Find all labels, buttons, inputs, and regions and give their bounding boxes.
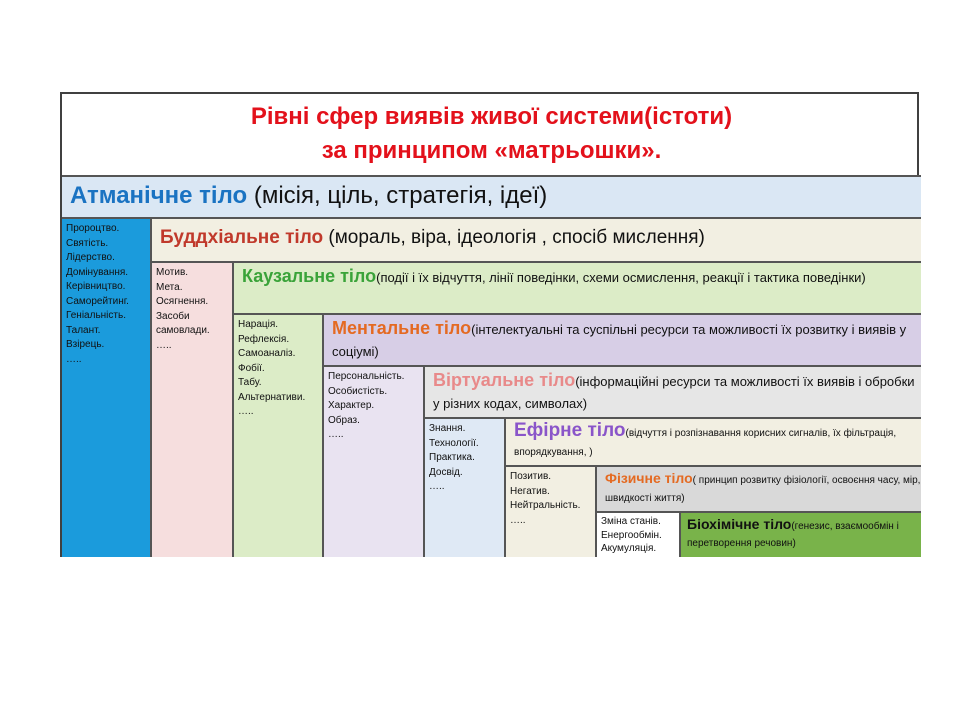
title-line-1: Рівні сфер виявів живої системи(істоти) [250,103,733,130]
level-etheric-header [505,418,921,466]
list-item: Енергообмін. [601,529,662,541]
level-causal-desc: (події і їх відчуття, лінії поведінки, схеми осмислення, реакції і тактика поведінки) [376,270,866,285]
list-item: Засоби [156,310,190,322]
list-item: Мета. [156,281,183,293]
level-causal-header [233,262,921,314]
list-item: ….. [238,406,254,417]
level-physical-name: Фізичне тіло [605,470,693,486]
level-buddhial-header [151,218,921,262]
list-item: Технології. [429,437,479,449]
list-item: Керівництво. [66,281,126,292]
list-item: самовлади. [156,325,210,336]
level-atmanic-list [62,218,151,557]
level-mental-header [323,314,921,366]
list-item: Саморейтинг. [66,295,129,307]
level-physical-list [596,512,680,557]
level-biochemical-header [680,512,921,557]
list-item: Персональність. [328,371,405,382]
level-virtual-desc: (інформаційні ресурси та можливості їх виявів і обробки у різних кодах, символах) [433,374,915,411]
list-item: Рефлексія. [238,333,290,345]
level-buddhial-desc: (мораль, віра, ідеологія , спосіб мислення) [323,227,705,248]
level-etheric-desc: (відчуття і розпізнавання корисних сигналів, їх фільтрація, впорядкування, ) [514,428,897,458]
list-item: Зміна станів. [601,516,661,527]
list-causal [234,315,322,423]
list-item: Табу. [238,377,262,388]
list-etheric [506,467,595,531]
list-item: Характер. [328,400,375,411]
level-etheric-name: Ефірне тіло [514,420,626,441]
list-item: Осягнення. [156,296,209,307]
list-item: Акумуляція. [601,543,657,554]
list-item: ….. [328,429,344,440]
list-item: ….. [429,481,445,492]
list-item: ….. [510,514,526,526]
list-item: ….. [156,339,172,351]
list-item: Особистість. [328,385,388,397]
level-physical-header [596,466,921,512]
list-item: Взірець. [66,339,105,350]
level-etheric-list [505,466,596,557]
list-item: Лідерство. [66,252,115,263]
level-causal-name: Каузальне тіло [242,266,377,286]
list-item: Образ. [328,414,360,426]
level-mental-name: Ментальне тіло [332,318,472,338]
list-item: Нейтральність. [510,500,581,511]
level-virtual-name: Віртуальне тіло [433,370,576,390]
list-item: Талант. [66,324,101,336]
levels-diagram [60,92,919,557]
list-item: Пророцтво. [66,223,120,234]
list-item: Геніальність. [66,310,126,321]
level-physical-desc: ( принцип розвитку фізіології, освоєння часу, мір, швидкості життя) [605,475,921,504]
list-item: Нарація. [238,319,279,330]
diagram-title [62,94,921,176]
list-item: Домінування. [66,266,129,278]
list-item: Самоаналіз. [238,348,296,359]
list-mental [324,367,423,446]
level-buddhial-list [151,262,233,557]
level-mental-desc: (інтелектуальні та суспільні ресурси та можливості їх розвитку і виявів у соціумі) [332,322,907,359]
list-item: Практика. [429,452,475,463]
list-buddhial [152,263,232,356]
title-line-2: за принципом «матрьошки». [321,137,662,164]
list-atmanic [62,219,150,370]
level-atmanic-header [62,176,921,218]
list-item: Фобії. [238,362,265,374]
list-item: ….. [66,353,82,365]
level-virtual-list [424,418,505,557]
level-mental-list [323,366,424,557]
level-biochemical-desc: (генезис, взаємообмін і перетворення речовин) [687,521,899,549]
list-item: Мотив. [156,267,189,278]
list-item: Досвід. [429,466,463,478]
list-item: Альтернативи. [238,391,306,403]
level-atmanic-desc: (місія, ціль, стратегія, ідеї) [247,182,548,209]
level-atmanic-name: Атманічне тіло [70,182,248,209]
list-physical [597,513,679,557]
level-virtual-header [424,366,921,418]
level-buddhial-name: Буддхіальне тіло [160,227,324,248]
level-causal-list [233,314,323,557]
list-item: Святість. [66,237,109,249]
list-virtual [425,419,504,498]
list-item: Позитив. [510,471,552,482]
list-item: Знання. [429,423,466,434]
list-item: Негатив. [510,485,550,497]
level-biochemical-name: Біохімічне тіло [687,516,792,532]
